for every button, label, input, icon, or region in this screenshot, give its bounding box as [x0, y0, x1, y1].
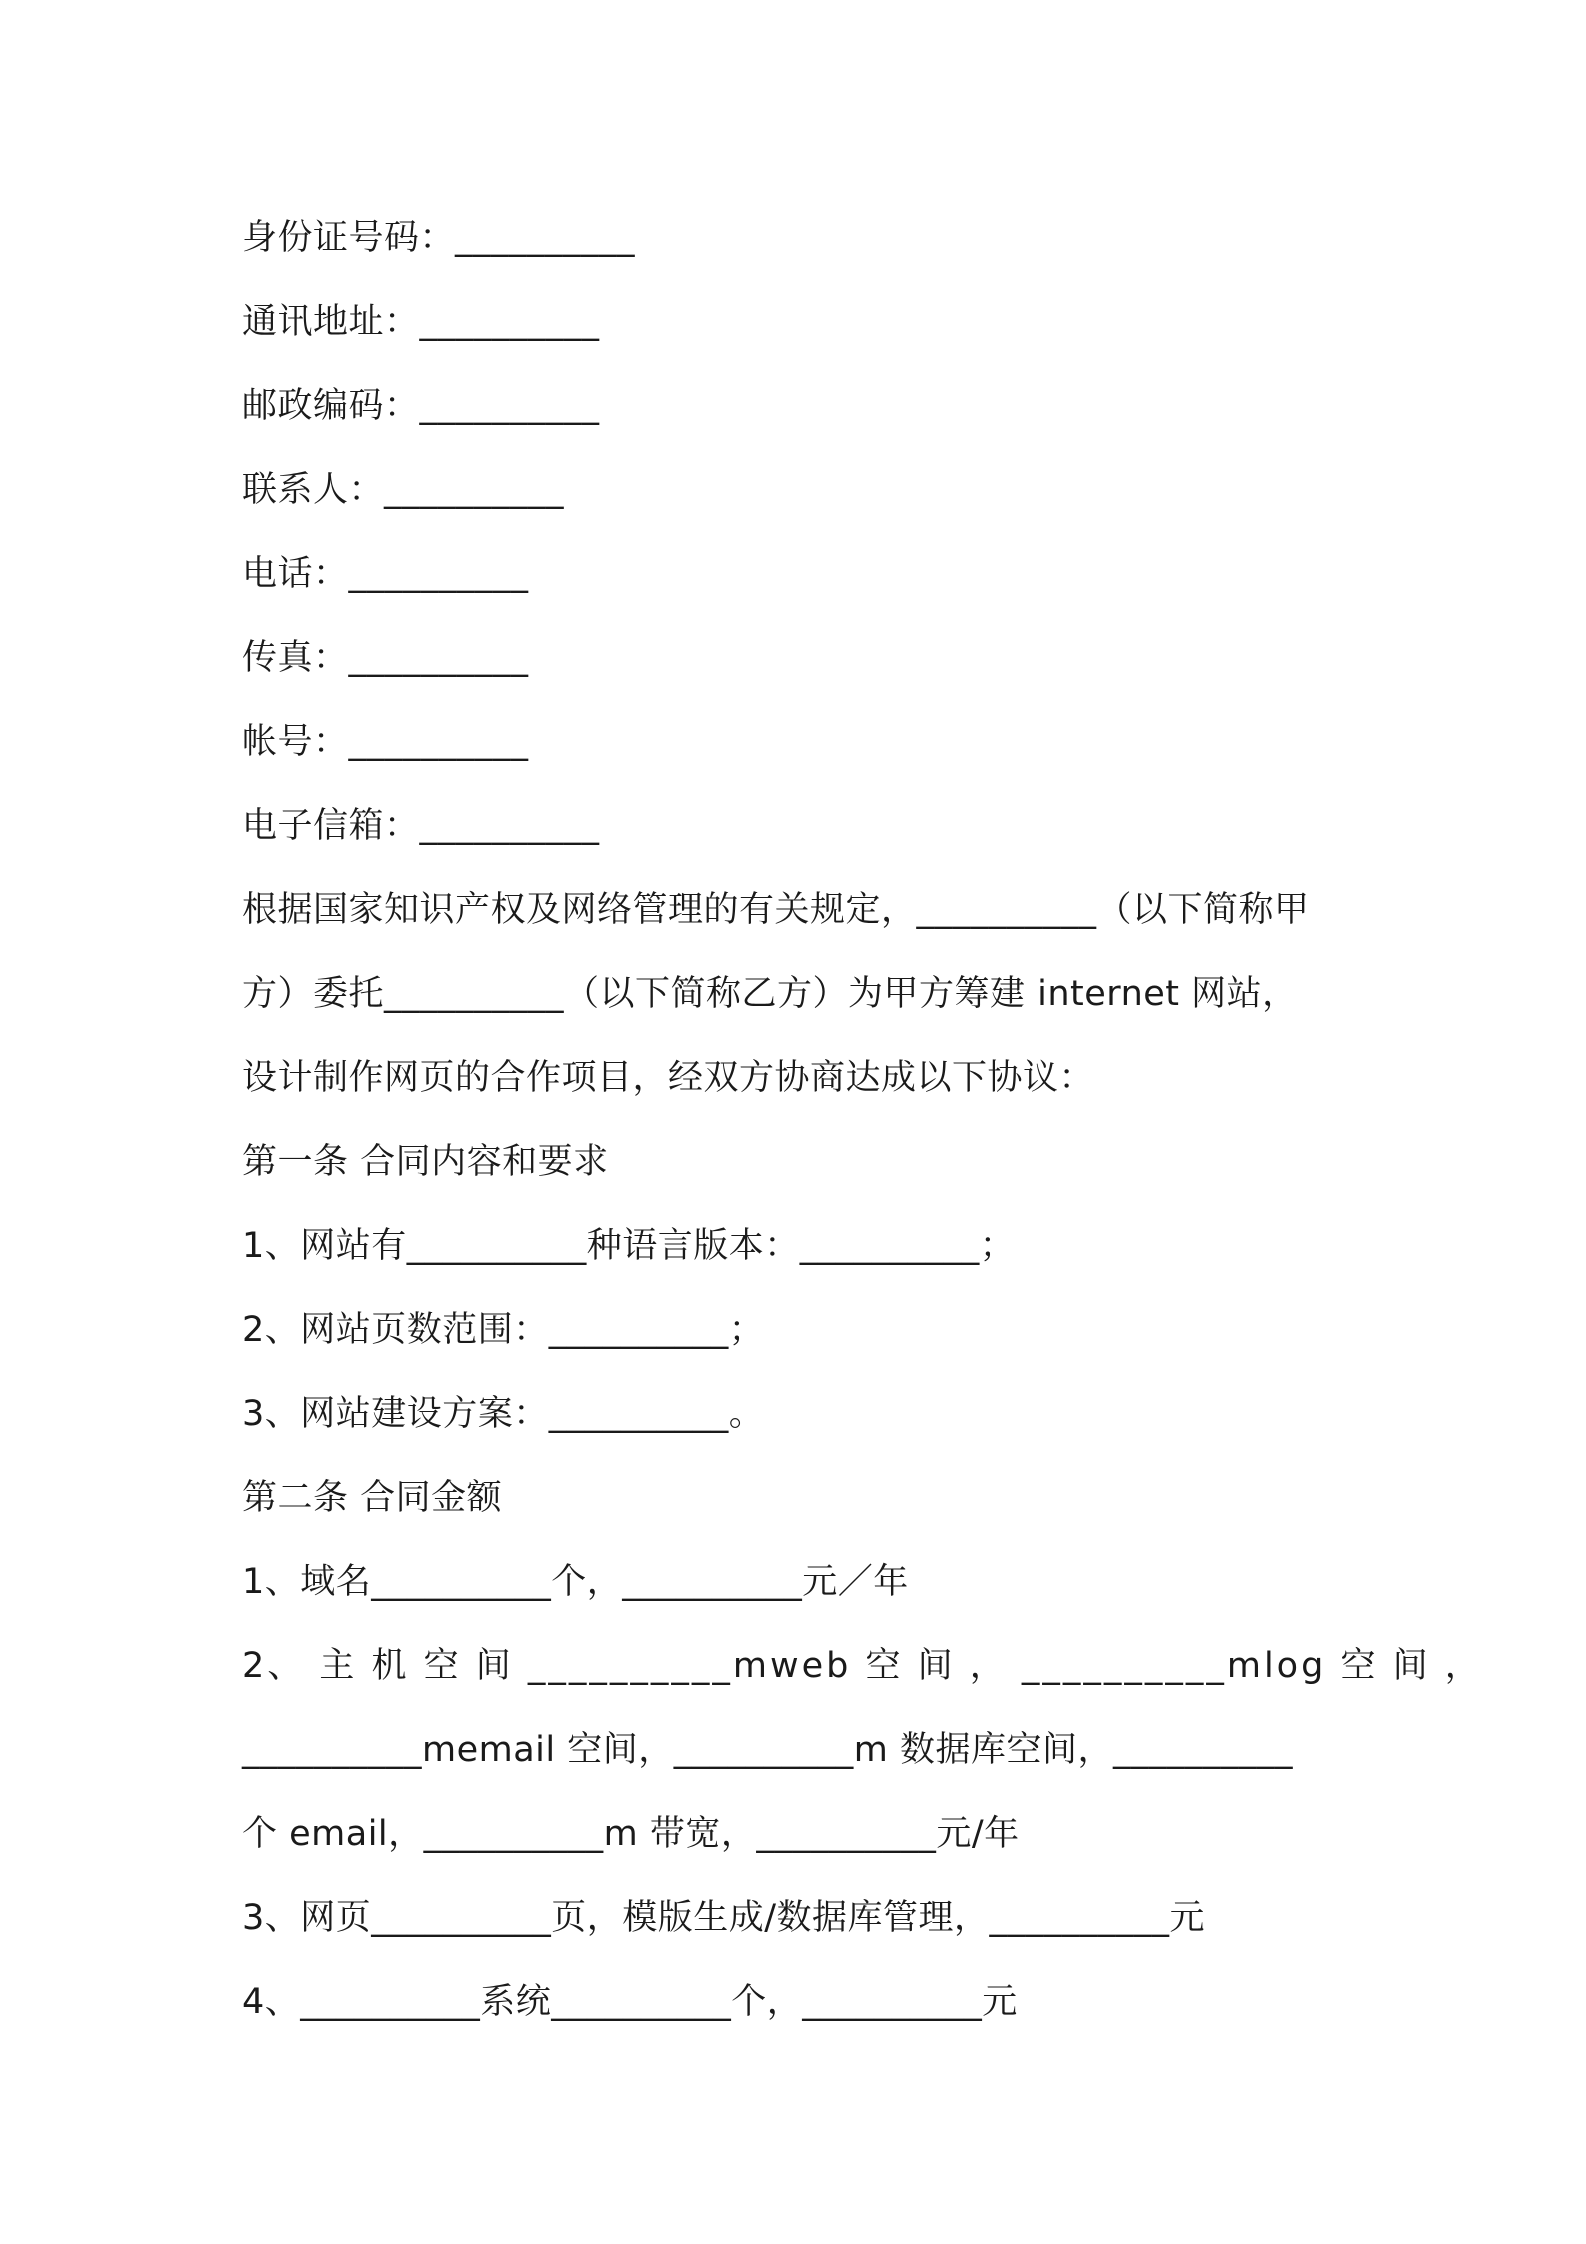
- article-2-item-4: 4、__________系统__________个，__________元: [242, 1982, 1018, 2022]
- contact-person-line: 联系人：__________: [242, 470, 565, 510]
- document-body: [242, 196, 1483, 2044]
- account-line: 帐号：__________: [242, 722, 529, 762]
- article-1-item-3: 3、网站建设方案：__________。: [242, 1394, 765, 1434]
- address-line: 通讯地址：__________: [242, 302, 600, 342]
- fax-line: 传真：__________: [242, 638, 529, 678]
- article-2-item-3: 3、网页__________页，模版生成/数据库管理，__________元: [242, 1898, 1206, 1938]
- article-1-item-2: 2、网站页数范围：__________；: [242, 1310, 765, 1350]
- postal-code-line: 邮政编码：__________: [242, 386, 600, 426]
- phone-line: 电话：__________: [242, 554, 529, 594]
- article-1-item-1: 1、网站有__________种语言版本：__________；: [242, 1226, 1016, 1266]
- email-line: 电子信箱：__________: [242, 806, 600, 846]
- article-2-item-2-line-3: 个 email，__________m 带宽，__________元/年: [242, 1814, 1020, 1854]
- article-2-item-1: 1、域名__________个，__________元／年: [242, 1562, 909, 1602]
- intro-paragraph-line-1: 根据国家知识产权及网络管理的有关规定，__________（以下简称甲: [242, 890, 1310, 930]
- intro-paragraph-line-3: 设计制作网页的合作项目，经双方协商达成以下协议：: [242, 1058, 1095, 1098]
- article-2-item-2-line-1: 2、 主 机 空 间 __________mweb 空 间 ， __________mlog 空 间 ，: [242, 1646, 1483, 1686]
- intro-paragraph-line-2: 方）委托__________（以下简称乙方）为甲方筹建 internet 网站，: [242, 974, 1298, 1014]
- article-1-heading: 第一条 合同内容和要求: [242, 1142, 609, 1182]
- article-2-heading: 第二条 合同金额: [242, 1478, 503, 1518]
- id-number-line: 身份证号码：__________: [242, 218, 636, 258]
- article-2-item-2-line-2: __________memail 空间，__________m 数据库空间，__________: [242, 1730, 1293, 1770]
